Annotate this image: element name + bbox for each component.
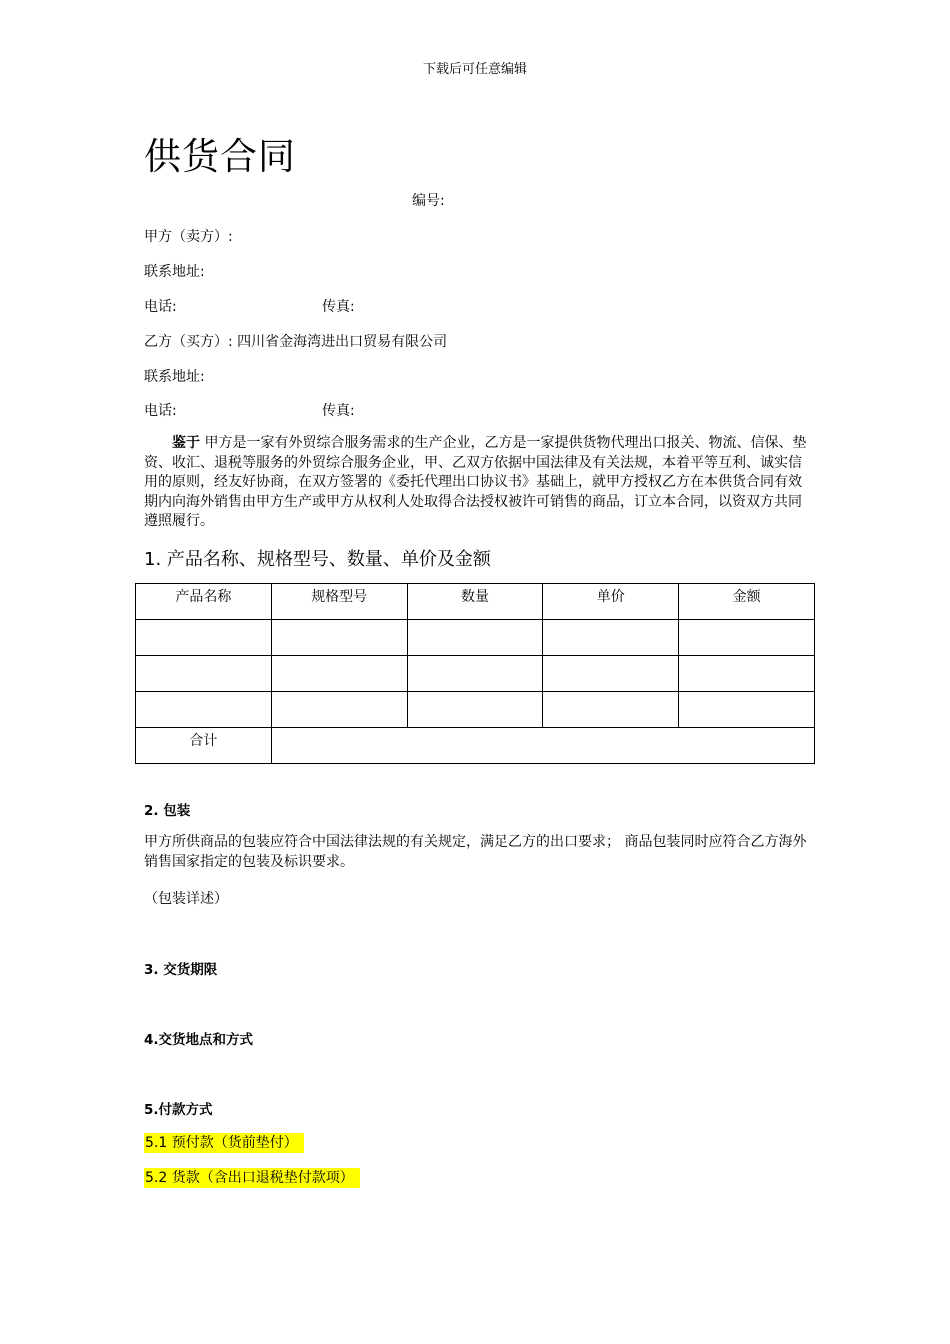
section4-heading: 4.交货地点和方式 (144, 1032, 254, 1048)
table-cell (679, 656, 815, 692)
table-cell (271, 692, 407, 728)
highlighted-text: 5.1 预付款（货前垫付） (144, 1133, 304, 1153)
document-title: 供货合同 (144, 135, 296, 178)
product-table (135, 583, 815, 764)
table-cell (407, 620, 543, 656)
highlighted-text: 5.2 货款（含出口退税垫付款项） (144, 1168, 360, 1188)
party-b-phone-label: 电话: (144, 403, 177, 419)
table-cell (271, 656, 407, 692)
contract-number-label: 编号: (412, 193, 445, 209)
intro-lead: 鉴于 (172, 435, 200, 451)
section1-heading: 1. 产品名称、规格型号、数量、单价及金额 (144, 549, 491, 570)
party-a-phone-label: 电话: (144, 299, 177, 315)
total-label-cell: 合计 (136, 728, 272, 764)
payment-item (144, 1167, 360, 1187)
table-row (136, 620, 815, 656)
table-cell (407, 656, 543, 692)
party-b-address-label: 联系地址: (144, 369, 205, 385)
total-value-cell (271, 728, 814, 764)
table-row (136, 692, 815, 728)
table-header-cell: 产品名称 (136, 584, 272, 620)
intro-paragraph (144, 434, 808, 532)
table-total-row (136, 728, 815, 764)
table-cell (136, 620, 272, 656)
packaging-paragraph: 甲方所供商品的包装应符合中国法律法规的有关规定，满足乙方的出口要求； 商品包装同时应符合乙方海外销售国家指定的包装及标识要求。 (144, 834, 807, 870)
section5-heading: 5.付款方式 (144, 1102, 213, 1118)
table-cell (271, 620, 407, 656)
table-cell (543, 620, 679, 656)
intro-text: 甲方是一家有外贸综合服务需求的生产企业，乙方是一家提供货物代理出口报关、物流、信保、垫资、收汇、退税等服务的外贸综合服务企业，甲、乙双方依据中国法律及有关法规，本着平等互利、诚实信用的原则，经友好协商，在双方签署的《委托代理出口协议书》基础上，就甲方授权乙方在本供货合同有效期内向海外销售由甲方生产或甲方从权利人处取得合法授权被许可销售的商品，订立本合同，以资双方共同遵照履行。 (144, 435, 807, 529)
table-cell (136, 692, 272, 728)
table-cell (679, 620, 815, 656)
table-header-cell: 单价 (543, 584, 679, 620)
party-a-fax-label: 传真: (322, 299, 355, 315)
party-a-address-label: 联系地址: (144, 264, 205, 280)
header-note: 下载后可任意编辑 (422, 62, 527, 77)
table-cell (136, 656, 272, 692)
table-header-cell: 金额 (679, 584, 815, 620)
table-header-cell: 数量 (407, 584, 543, 620)
table-header-cell: 规格型号 (271, 584, 407, 620)
section3-heading: 3. 交货期限 (144, 962, 218, 978)
table-cell (543, 692, 679, 728)
payment-item (144, 1132, 304, 1152)
section2-heading: 2. 包装 (144, 803, 191, 819)
party-b-label: 乙方（买方）: 四川省金海湾进出口贸易有限公司 (144, 334, 448, 350)
table-header-row (136, 584, 815, 620)
packaging-note: （包装详述） (144, 891, 228, 907)
table-cell (543, 656, 679, 692)
party-a-label: 甲方（卖方）: (144, 229, 233, 245)
table-cell (407, 692, 543, 728)
party-b-fax-label: 传真: (322, 403, 355, 419)
table-cell (679, 692, 815, 728)
table-row (136, 656, 815, 692)
